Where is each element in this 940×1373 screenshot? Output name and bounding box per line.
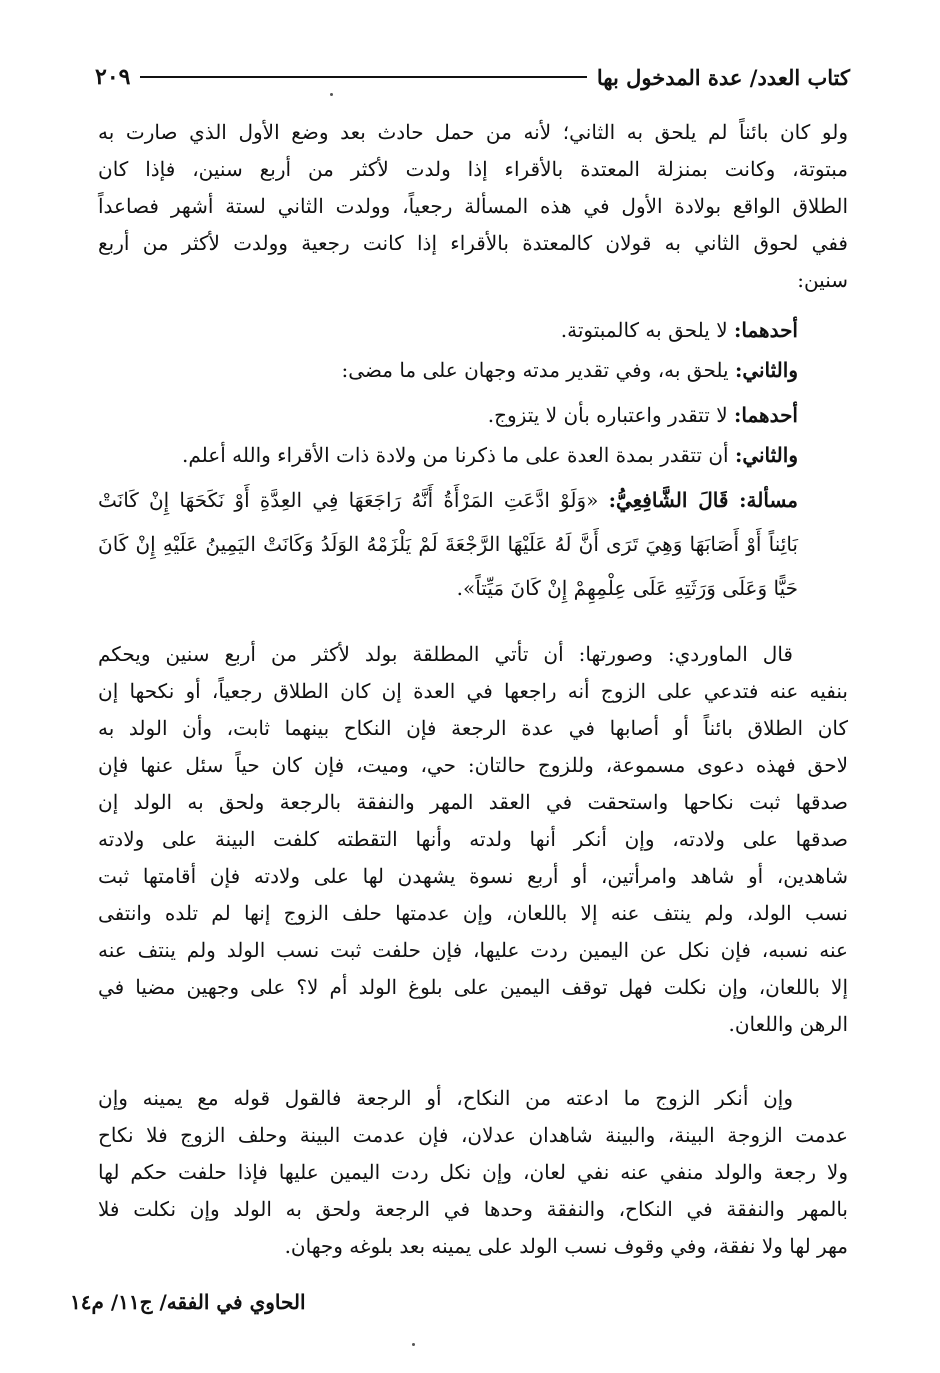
scan-speck	[412, 1343, 415, 1346]
opinion-label: أحدهما:	[733, 403, 798, 427]
opinion-text: يلحق به، وفي تقدير مدته وجهان على ما مضى:	[341, 358, 729, 382]
header-rule	[140, 76, 586, 78]
page-footer: الحاوي في الفقه/ ج١١/ م١٤	[70, 1290, 306, 1314]
text-line: إلا باللعان، وإن نكلت فهل توقف اليمين على بلوغ الولد أم لا؟ على وجهين مضيا في	[98, 975, 848, 999]
text-line: سنين:	[797, 268, 848, 292]
running-header	[95, 60, 850, 94]
opinion-label: أحدهما:	[733, 318, 798, 342]
opinion-item	[98, 435, 798, 475]
text-line: كان الطلاق بائناً أو أصابها في عدة الرجعة فإن النكاح بينهما ثابت، وأن الولد به	[98, 716, 848, 740]
text-line: بَائِناً أَوْ أَصَابَهَا وَهِيَ تَرَى أَنَّ لَهُ عَلَيْهَا الرَّجْعَةَ لَمْ يَلْزَمْهُ الوَلَدُ وَكَانَتْ اليَمِينُ عَلَيْهِ إِنْ كَانَ	[98, 532, 798, 556]
text-line: الرهن واللعان.	[728, 1012, 848, 1036]
opinion-item	[98, 350, 798, 390]
text-line: بالمهر والنفقة في النكاح، والنفقة وحدها في الرجعة ولحق به الولد وإن نكلت فلا	[98, 1197, 848, 1221]
text-line: بنفيه عنه فتدعي على الزوج أنه راجعها في العدة إن كان الطلاق رجعياً، أو نكحها إن	[98, 679, 848, 703]
text-line	[98, 478, 798, 522]
masala-paragraph	[98, 478, 798, 610]
opinion-item	[98, 395, 798, 435]
opinion-text: لا يلحق به كالمبتوتة.	[560, 318, 728, 342]
paragraph-3	[98, 1080, 848, 1265]
opinion-item	[98, 310, 798, 350]
text-line: مبتوتة، وكانت بمنزلة المعتدة بالأقراء إذا ولدت لأكثر من أربع سنين، فإذا كان	[98, 157, 848, 181]
opinion-text: لا تتقدر واعتباره بأن لا يتزوج.	[487, 403, 728, 427]
paragraph-2	[98, 636, 848, 1043]
text-line: شاهدين، أو شاهد وامرأتين، أو أربع نسوة يشهدن لها على ولادته فإن أقامتها ثبت	[98, 864, 848, 888]
opinion-label: والثاني:	[734, 443, 798, 467]
paragraph-1	[98, 114, 848, 299]
text-line: لاحق فهذه دعوى مسموعة، وللزوج حالتان: حي، وميت، فإن كان حياً سئل عنها فإن	[98, 753, 848, 777]
opinions-list	[98, 310, 798, 475]
text-line: الطلاق الواقع بولادة الأول في هذه المسألة رجعياً، وولدت الثاني لستة أشهر فصاعداً	[98, 194, 848, 218]
text-line: مهر لها ولا نفقة، وفي وقوف نسب الولد على يمينه بعد بلوغه وجهان.	[284, 1234, 848, 1258]
text-line: وإن أنكر الزوج ما ادعته من النكاح، أو الرجعة فالقول قوله مع يمينه وإن	[98, 1086, 793, 1110]
opinion-text: أن تتقدر بمدة العدة على ما ذكرنا من ولادة ذات الأقراء والله أعلم.	[182, 443, 729, 467]
text-line: حَيًّا وَعَلَى وَرَثَتِهِ عَلَى عِلْمِهِمْ إِنْ كَانَ مَيِّتاً».	[456, 576, 798, 600]
opinion-label: والثاني:	[734, 358, 798, 382]
text-line: قال الماوردي: وصورتها: أن تأتي المطلقة بولد لأكثر من أربع سنين ويحكم	[98, 642, 793, 666]
page-number: ٢٠٩	[95, 64, 131, 90]
text-line: ولو كان بائناً لم يلحق به الثاني؛ لأنه من حمل حادث بعد وضع الأول الذي صارت به	[98, 120, 848, 144]
text-line: نسب الولد، ولم ينتف عنه إلا باللعان، وإن عدمتها حلف الزوج إنها لم تلده وانتفى	[98, 901, 848, 925]
text-line: صدقها على ولادته، وإن أنكر أنها ولدته وأنها التقطته كلفت البينة على ولادته	[98, 827, 848, 851]
text-line: صدقها ثبت نكاحها واستحقت في العقد المهر والنفقة بالرجعة ولحق به الولد إن	[98, 790, 848, 814]
text-line: عنه نسبه، فإن نكل عن اليمين ردت عليها، فإن حلفت ثبت نسب الولد ولم ينتف عنه	[98, 938, 848, 962]
text-line: عدمت الزوجة البينة، والبينة شاهدان عدلان، فإن عدمت البينة وحلف الزوج فلا نكاح	[98, 1123, 848, 1147]
quote-text: «وَلَوْ ادَّعَتِ المَرْأَةُ أَنَّهُ رَاجَعَهَا فِي العِدَّةِ أَوْ نَكَحَهَا إِنْ كَانَتْ	[98, 488, 599, 512]
text-line: ففي لحوق الثاني به قولان كالمعتدة بالأقراء إذا كانت رجعية وولدت لأكثر من أربع	[98, 231, 848, 255]
chapter-title: كتاب العدد/ عدة المدخول بها	[596, 64, 850, 90]
masala-label: مسألة: قَالَ الشَّافِعِيُّ:	[608, 488, 799, 512]
text-line: ولا رجعة والولد منفي عنه نفي لعان، وإن نكل ردت اليمين عليها فإذا حلفت حكم لها	[98, 1160, 848, 1184]
scan-speck	[330, 93, 333, 96]
